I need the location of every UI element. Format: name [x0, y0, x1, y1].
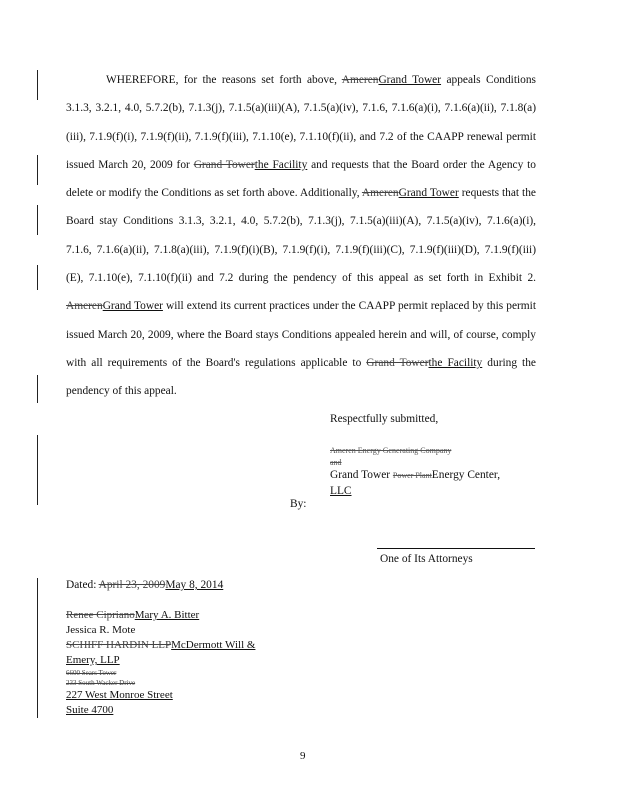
revision-bar [37, 578, 38, 718]
deleted-text: 233 South Wacker Drive [66, 679, 136, 687]
body-text: will extend its current practices under the CAAPP permit replaced by this permit issued March 20, 2009, where the Board stays Conditions appealed herein and will, of course, comply with all requirements of the Board's regulations applicable to [66, 300, 536, 369]
inserted-text: McDermott Will & [171, 639, 256, 651]
inserted-text: the Facility [254, 158, 308, 171]
inserted-text: Emery, LLP [66, 654, 120, 666]
inserted-text: May 8, 2014 [165, 579, 224, 591]
page-number: 9 [300, 750, 306, 762]
counsel-line: Jessica R. Mote [66, 624, 136, 636]
revision-bar [37, 265, 38, 290]
deleted-text: April 23, 2009 [98, 579, 166, 591]
deleted-text: Grand Tower [366, 356, 429, 369]
inserted-text: Grand Tower [378, 74, 442, 86]
inserted-text: Grand Tower [102, 300, 163, 313]
deleted-text: Ameren Energy Generating Company [330, 446, 452, 455]
deleted-text: 6600 Sears Tower [66, 669, 117, 677]
inserted-text: LLC [330, 485, 352, 497]
body-text: and requests that the Board order the Agency to delete or modify the Conditions as set forth above. Additionally, [66, 158, 536, 200]
attorneys-label: One of Its Attorneys [380, 553, 473, 565]
body-text: requests that the Board stay Conditions 3.1.3, 3.2.1, 4.0, 5.7.2(b), 7.1.3(j), 7.1.5(a)(iii)(A), 7.1.5(a)(iv), 7.1.6(a)(i), 7.1.6, 7.1.6(a)(ii), 7.1.8(a)(iii), 7.1.9(f)(i)(B), 7.1.9(f)(i), 7.1.9(f)(iii)(C), 7.1.9(f)(iii)(D), 7.1.9(f)(iii)(E), 7.1.10(e), 7.1.10(f)(ii) and 7.2 during the pendency of this appeal as set forth in Exhibit 2. [66, 187, 536, 285]
revision-bar [37, 205, 38, 235]
company-name: Grand Tower Power PlantEnergy Center, [330, 469, 501, 481]
company-llc [330, 484, 352, 498]
counsel-block [66, 608, 296, 718]
counsel-line [66, 608, 296, 623]
revision-bar [37, 375, 38, 403]
counsel-line [66, 678, 296, 688]
inserted-text: the Facility [428, 356, 483, 369]
counsel-line [66, 688, 296, 703]
counsel-line [66, 638, 296, 653]
inserted-text: 227 West Monroe Street [66, 689, 173, 701]
respectfully-submitted: Respectfully submitted, [330, 413, 439, 425]
revision-bar [37, 435, 38, 505]
revision-bar [37, 155, 38, 185]
deleted-text: Ameren [361, 187, 399, 200]
inserted-text: Grand Tower [398, 187, 459, 200]
by-label: By: [290, 498, 307, 510]
deleted-text: Ameren [66, 300, 103, 313]
deleted-text: Renee Cipriano [66, 609, 135, 621]
deleted-text: SCHIFF HARDIN LLP [66, 639, 172, 651]
counsel-line [66, 653, 296, 668]
inserted-text: Mary A. Bitter [134, 609, 200, 621]
counsel-line [66, 703, 296, 718]
dated-line: Dated: April 23, 2009May 8, 2014 [66, 579, 224, 591]
deleted-text: Power Plant [392, 471, 432, 480]
body-text: appeals Conditions 3.1.3, 3.2.1, 4.0, 5.7.2(b), 7.1.3(j), 7.1.5(a)(iii)(A), 7.1.5(a)(iv), 7.1.6, 7.1.6(a)(i), 7.1.6(a)(ii), 7.1.8(a)(iii), 7.1.9(f)(i), 7.1.9(f)(ii), 7.1.9(f)(iii), 7.1.10(e), 7.1.10(f)(ii), and 7.2 of the CAAPP renewal permit issued March 20, 2009 for [66, 74, 536, 171]
body-paragraph [66, 66, 536, 406]
revision-bar [37, 70, 38, 100]
deleted-text: Grand Tower [193, 158, 255, 171]
counsel-line [66, 668, 296, 678]
inserted-text: Suite 4700 [66, 704, 114, 716]
body-text: during the pendency of this appeal. [66, 356, 536, 398]
signature-line [377, 548, 535, 549]
deleted-company [330, 443, 451, 458]
deleted-text: and [330, 458, 342, 467]
deleted-text: Ameren [341, 74, 379, 86]
wherefore-text: WHEREFORE, for the reasons set forth above, [106, 74, 337, 86]
